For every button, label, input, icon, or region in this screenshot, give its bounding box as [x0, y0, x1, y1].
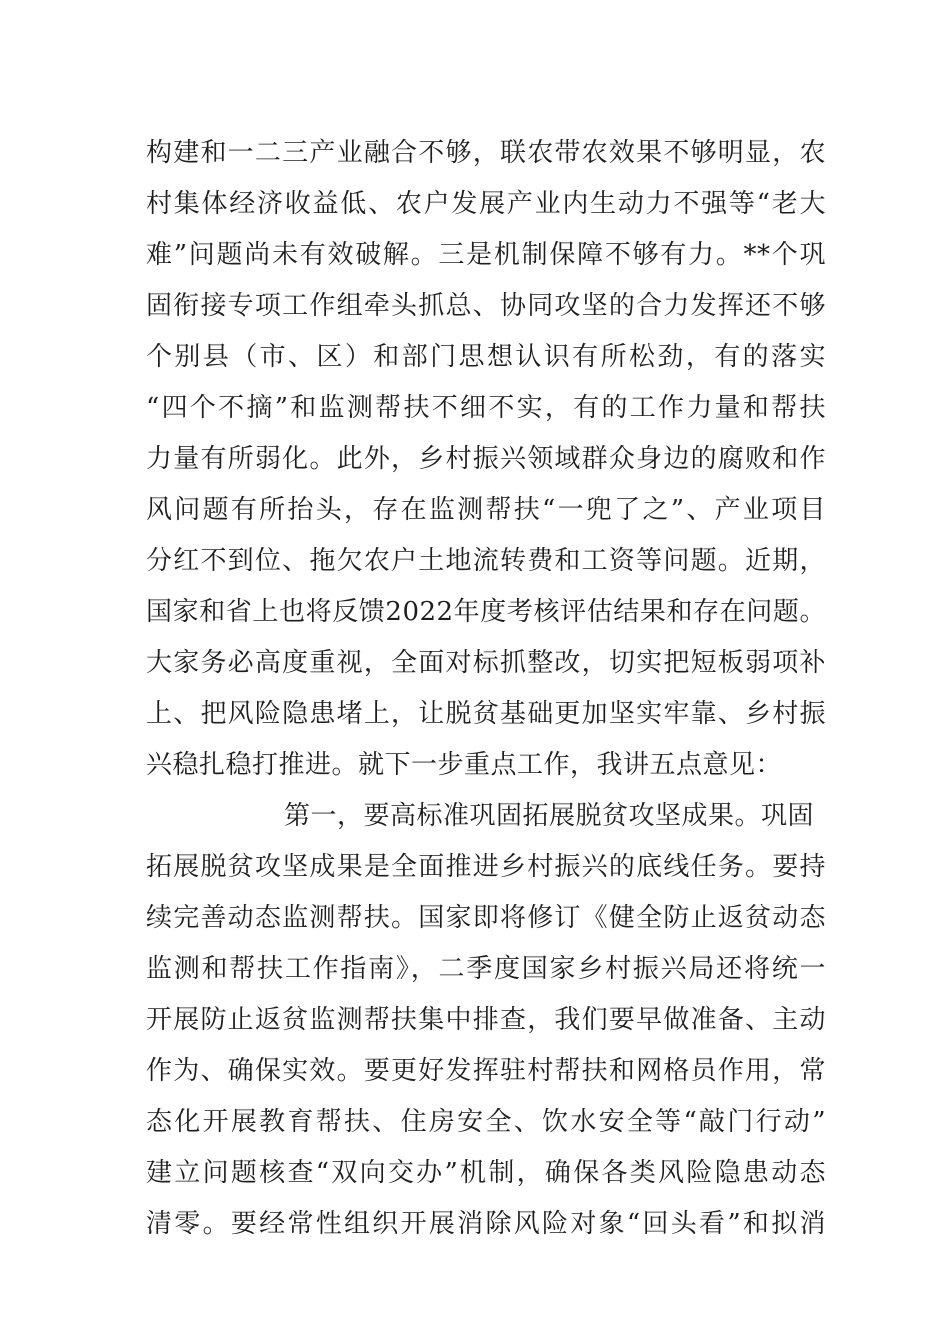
text-line-5: 个别县（市、区）和部门思想认识有所松劲，有的落实 [146, 342, 826, 372]
text-line-19: 作为、确保实效。要更好发挥驻村帮扶和网格员作用，常 [146, 1056, 826, 1086]
text-line-8: 风问题有所抬头，存在监测帮扶“一兜了之”、产业项目 [146, 495, 826, 525]
text-line-2: 村集体经济收益低、农户发展产业内生动力不强等“老大 [146, 189, 826, 219]
text-line-21: 建立问题核查“双向交办”机制，确保各类风险隐患动态 [146, 1158, 826, 1188]
text-line-10: 国家和省上也将反馈2022年度考核评估结果和存在问题。 [146, 597, 826, 627]
text-line-1: 构建和一二三产业融合不够，联农带农效果不够明显，农 [146, 138, 826, 168]
text-line-15: 拓展脱贫攻坚成果是全面推进乡村振兴的底线任务。要持 [146, 852, 826, 882]
text-line-12: 上、把风险隐患堵上，让脱贫基础更加坚实牢靠、乡村振 [146, 699, 826, 729]
text-line-4: 固衔接专项工作组牵头抓总、协同攻坚的合力发挥还不够 [146, 291, 826, 321]
text-line-9: 分红不到位、拖欠农户土地流转费和工资等问题。近期， [146, 546, 826, 576]
text-line-18: 开展防止返贫监测帮扶集中排查，我们要早做准备、主动 [146, 1005, 826, 1035]
text-line-11: 大家务必高度重视，全面对标抓整改，切实把短板弱项补 [146, 648, 826, 678]
text-line-13: 兴稳扎稳打推进。就下一步重点工作，我讲五点意见： [146, 750, 783, 780]
text-line-20: 态化开展教育帮扶、住房安全、饮水安全等“敲门行动” [146, 1107, 826, 1137]
text-line-7: 力量有所弱化。此外，乡村振兴领域群众身边的腐败和作 [146, 444, 826, 474]
paragraph-start-line: 第一，要高标准巩固拓展脱贫攻坚成果。巩固 [284, 801, 815, 831]
text-line-6: “四个不摘”和监测帮扶不细不实，有的工作力量和帮扶 [146, 393, 826, 423]
text-line-22: 清零。要经常性组织开展消除风险对象“回头看”和拟消 [146, 1209, 826, 1239]
text-line-3: 难”问题尚未有效破解。三是机制保障不够有力。**个巩 [146, 240, 826, 270]
text-line-16: 续完善动态监测帮扶。国家即将修订《健全防止返贫动态 [146, 903, 826, 933]
text-line-17: 监测和帮扶工作指南》，二季度国家乡村振兴局还将统一 [146, 954, 826, 984]
